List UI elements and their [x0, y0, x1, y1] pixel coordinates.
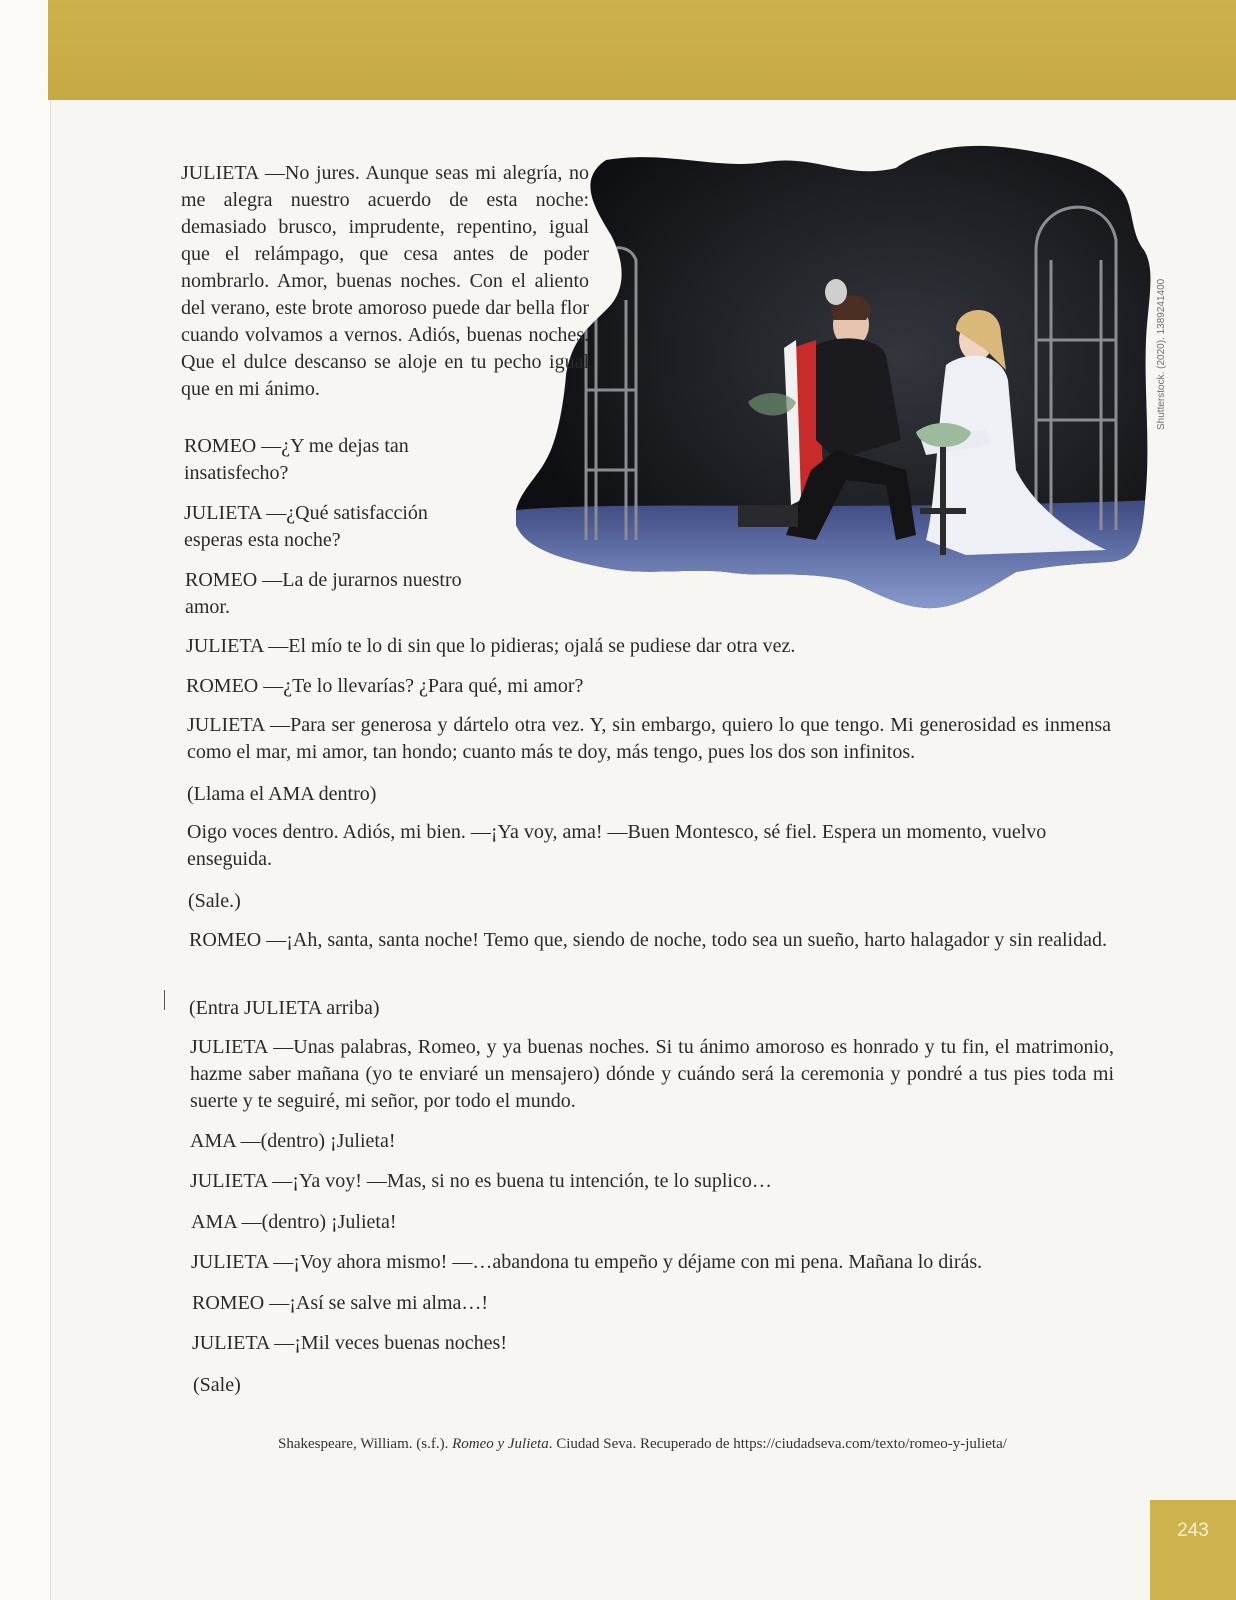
page-margin-strip [0, 0, 50, 1600]
dialogue-paragraph: JULIETA —El mío te lo di sin que lo pidieras; ojalá se pudiese dar otra vez. [186, 635, 796, 657]
stage-photo [516, 140, 1156, 620]
dialogue-paragraph: JULIETA —¡Voy ahora mismo! —…abandona tu empeño y déjame con mi pena. Mañana lo dirás. [191, 1251, 983, 1273]
page-number-tab [1150, 1500, 1236, 1600]
margin-mark [164, 990, 165, 1010]
stage-direction: (Entra JULIETA arriba) [189, 997, 380, 1019]
header-color-band [48, 0, 1236, 100]
dialogue-paragraph: ROMEO —¿Te lo llevarías? ¿Para qué, mi amor? [186, 675, 584, 697]
reference-suffix: . Ciudad Seva. Recuperado de https://ciudadseva.com/texto/romeo-y-julieta/ [548, 1436, 1007, 1452]
dialogue-paragraph: AMA —(dentro) ¡Julieta! [191, 1211, 397, 1233]
dialogue-paragraph: JULIETA —No jures. Aunque seas mi alegría, no me alegra nuestro acuerdo de esta noche: demasiado brusco, imprudente, repentino, igual que el relámpago, que cesa antes de poder nombrarlo. Amor, buenas noches. Con el aliento del verano, este brote amoroso puede dar bella flor cuando volvamos a vernos. Adiós, buenas noches. Que el dulce descanso se aloje en tu pecho igual que en mi ánimo. [181, 162, 589, 400]
dialogue-paragraph: JULIETA —Unas palabras, Romeo, y ya buenas noches. Si tu ánimo amoroso es honrado y tu fin, el matrimonio, hazme saber mañana (yo te enviaré un mensajero) dónde y cuándo será la ceremonia y pondré a tus pies toda mi suerte y te seguiré, mi señor, por todo el mundo. [190, 1036, 1114, 1112]
page-edge-line [50, 100, 51, 1600]
reference-prefix: Shakespeare, William. (s.f.). [278, 1436, 453, 1452]
dialogue-paragraph: JULIETA —¡Ya voy! —Mas, si no es buena tu intención, te lo suplico… [190, 1170, 772, 1192]
dialogue-paragraph: JULIETA —¿Qué satisfacción esperas esta noche? [184, 502, 428, 551]
dialogue-paragraph: AMA —(dentro) ¡Julieta! [190, 1130, 396, 1152]
reference-title: Romeo y Julieta [452, 1436, 549, 1452]
dialogue-paragraph: ROMEO —¡Ah, santa, santa noche! Temo que, siendo de noche, todo sea un sueño, harto halagador y sin realidad. [189, 929, 1107, 951]
stage-direction: (Llama el AMA dentro) [187, 783, 377, 805]
dialogue-paragraph: ROMEO —¿Y me dejas tan insatisfecho? [184, 435, 409, 484]
dialogue-paragraph: ROMEO —La de jurarnos nuestro amor. [185, 569, 462, 618]
stage-direction: (Sale) [193, 1374, 241, 1396]
page-number: 243 [1177, 1520, 1209, 1541]
dialogue-paragraph: ROMEO —¡Así se salve mi alma…! [192, 1292, 489, 1314]
bibliographic-reference [278, 1436, 1007, 1453]
dialogue-paragraph: JULIETA —¡Mil veces buenas noches! [192, 1332, 507, 1354]
photo-credit: Shutterstock. (2020). 1389241400 [1156, 278, 1167, 430]
stage-direction: (Sale.) [188, 890, 241, 912]
dialogue-paragraph: Oigo voces dentro. Adiós, mi bien. —¡Ya voy, ama! —Buen Montesco, sé fiel. Espera un momento, vuelvo enseguida. [187, 821, 1047, 870]
dialogue-paragraph: JULIETA —Para ser generosa y dártelo otra vez. Y, sin embargo, quiero lo que tengo. Mi generosidad es inmensa como el mar, mi amor, tan hondo; cuanto más te doy, más tengo, pues los dos son infinitos. [187, 714, 1111, 763]
